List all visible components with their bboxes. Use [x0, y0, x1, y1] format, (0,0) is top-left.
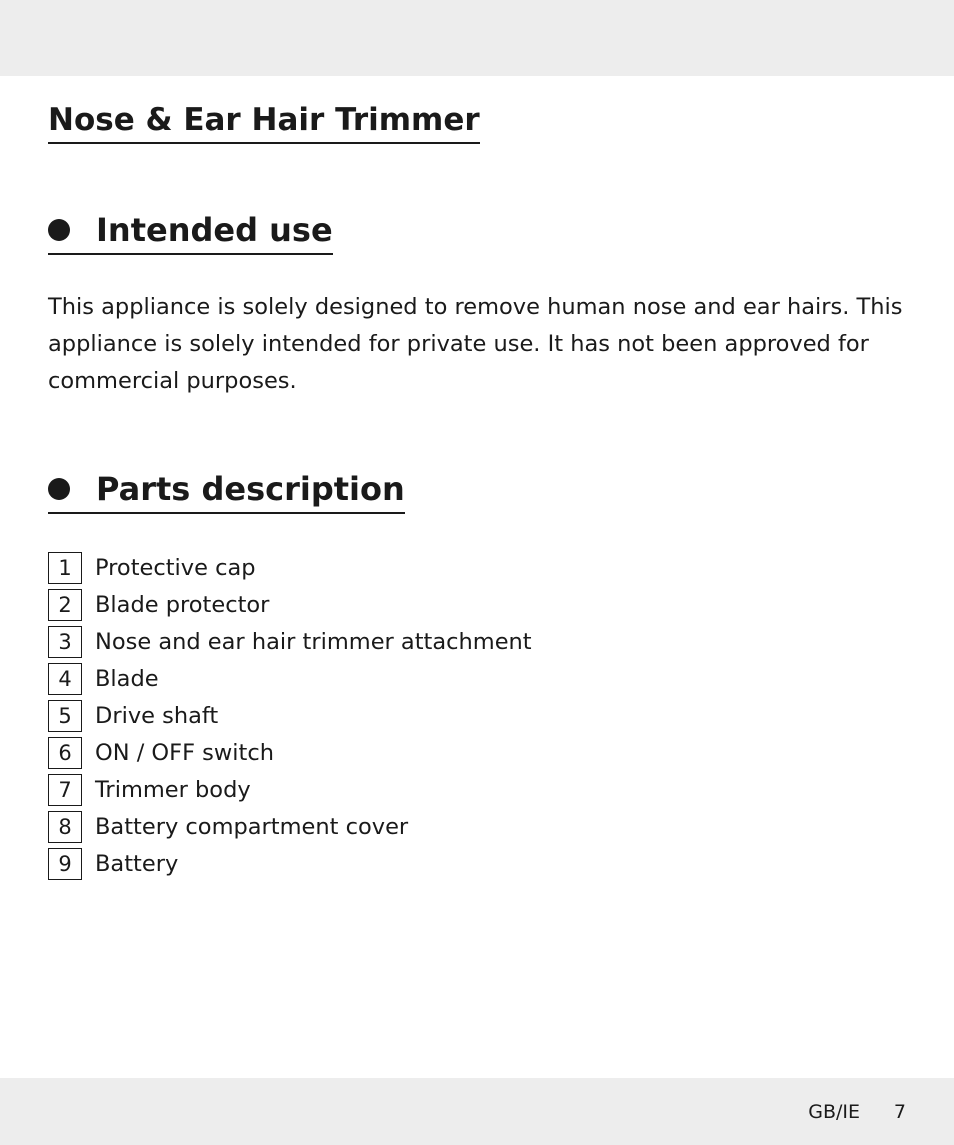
part-label: Battery compartment cover [95, 813, 409, 840]
list-item [48, 586, 532, 623]
list-item [48, 808, 532, 845]
part-label: Nose and ear hair trimmer attachment [95, 628, 532, 655]
part-number-box: 3 [48, 626, 82, 658]
part-label: Trimmer body [95, 776, 251, 803]
list-item [48, 660, 532, 697]
section-heading-parts-description [48, 467, 405, 514]
part-label: Protective cap [95, 554, 256, 581]
section-heading-text: Intended use [96, 211, 333, 249]
part-label: Drive shaft [95, 702, 219, 729]
parts-list [48, 549, 532, 882]
list-item [48, 549, 532, 586]
intended-use-paragraph: This appliance is solely designed to remove human nose and ear hairs. This appliance is solely intended for private use. It has not been approved for commercial purposes. [48, 294, 903, 394]
list-item [48, 697, 532, 734]
section-heading-text: Parts description [96, 470, 405, 508]
page-number: 7 [893, 1101, 906, 1123]
bullet-icon [48, 478, 70, 500]
bullet-icon [48, 219, 70, 241]
part-number-box: 9 [48, 848, 82, 880]
part-number-box: 6 [48, 737, 82, 769]
part-label: Blade [95, 665, 159, 692]
part-label: ON / OFF switch [95, 739, 275, 766]
document-title: Nose & Ear Hair Trimmer [48, 99, 480, 144]
part-number-box: 4 [48, 663, 82, 695]
part-number-box: 5 [48, 700, 82, 732]
part-label: Battery [95, 850, 179, 877]
part-number-box: 7 [48, 774, 82, 806]
list-item [48, 771, 532, 808]
footer-language-code: GB/IE [808, 1101, 860, 1123]
list-item [48, 623, 532, 660]
part-number-box: 2 [48, 589, 82, 621]
list-item [48, 845, 532, 882]
part-label: Blade protector [95, 591, 270, 618]
header-band [0, 0, 954, 76]
part-number-box: 1 [48, 552, 82, 584]
list-item [48, 734, 532, 771]
part-number-box: 8 [48, 811, 82, 843]
section-heading-intended-use [48, 208, 333, 255]
